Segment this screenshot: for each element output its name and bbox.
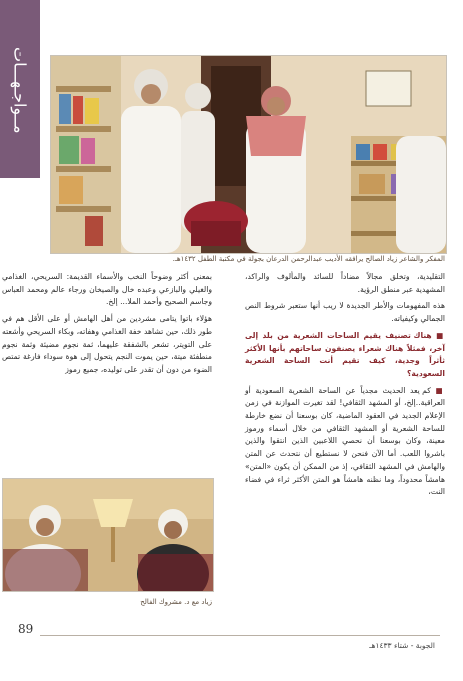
right-paragraph-2: هذه المفهومات والأطر الجديدة لا ريب أنها ستعبر شروط النص الجمالي وكيفياته.	[245, 301, 445, 324]
section-tab	[0, 0, 40, 178]
section-tab-label: مــواجـهـــات	[10, 47, 30, 134]
bullet-marker-icon: ■	[430, 385, 445, 395]
main-photo	[50, 55, 447, 254]
right-paragraph-3	[245, 385, 445, 499]
two-men-seated-illustration	[3, 479, 213, 591]
left-column-text	[2, 271, 212, 381]
right-paragraph-1: التقليدية، وتخلق مجالاً مضاداً للسائد والمألوف والراكد، المشهدية عبر منطق الرؤية.	[245, 272, 445, 294]
footer-divider	[40, 635, 440, 636]
bullet-marker-icon: ■	[431, 330, 445, 340]
left-paragraph-1: بمعنى أكثر وضوحاً النخب والأسماء القديمة: السريحي، الغذامي والغيلي والبازعي وعبده خال والصيخان ورجاء عالم ومحمد العباس وجاسم الصحيح وأحمد الملا... إلخ.	[2, 272, 212, 307]
issue-label: الجوبة - شتاء ١٤٣٣هـ	[369, 641, 435, 650]
question-text: هناك تصنيف يقيم الساحات الشعرية من بلد إلى آخر، فمثلاً هناك شعراء يصنفون ساحاتهم بأنها الأكثر ثأثراً وجدية، كيف تقيم أنت الساحة الشعرية السعودية؟	[245, 330, 445, 378]
secondary-photo	[2, 478, 214, 592]
page-number: 89	[18, 622, 34, 636]
interview-question	[245, 330, 445, 381]
answer-text: كم يعد الحديث مجدياً عن الساحة الشعرية السعودية أو العراقية..إلخ، أو المشهد الثقافي! لقد تغيرت الموازنة في زمن الإعلام الجديد في العقود الماضية، كان بوسعنا أن نضع خارطة للساحة الشعرية أو المشهد الثقافي من خلال أسماء ورموز معينة، وكان بوسعنا أن نحصي اللاعبين الذين انتقوا والذين باشروا اللعب. أما الآن فنحن لا نستطيع أن نتحدث عن المتن والهامش في المشهد الثقافي، إذ من الممكن أن يكون «المتن» هامشاً محدوداً، وما نظنه هامشاً هو المتن الأكثر ثراء في فضاء النت،	[245, 385, 445, 497]
right-column	[245, 271, 445, 503]
library-tour-illustration	[51, 56, 446, 253]
main-photo-caption: المفكر والشاعر زياد الصالح يرافقه الأديب عبدالرحمن الدرعان بجولة في مكتبة الطفل ١٤٣٢هـ.	[172, 255, 445, 263]
left-paragraph-2: هؤلاء باتوا يتامى مشردين من أهل الهامش أو على الأقل هم في طور ذلك، حين تشاهد خفة الغذامي وهفاته، وبكاء السريحي وأشعته على التويتر، تشعر بالشفقة عليهما، ثمة نجوم مضيئة وثمة نجوم منطفئة ميتة، حين يموت النجم يتحول إلى هوة سوداء فارغة تمتص الضوء من دون أن تقدر على توليده، جميع رموز	[2, 314, 212, 374]
secondary-photo-caption: زياد مع د. مشروك الفالح	[140, 598, 212, 606]
